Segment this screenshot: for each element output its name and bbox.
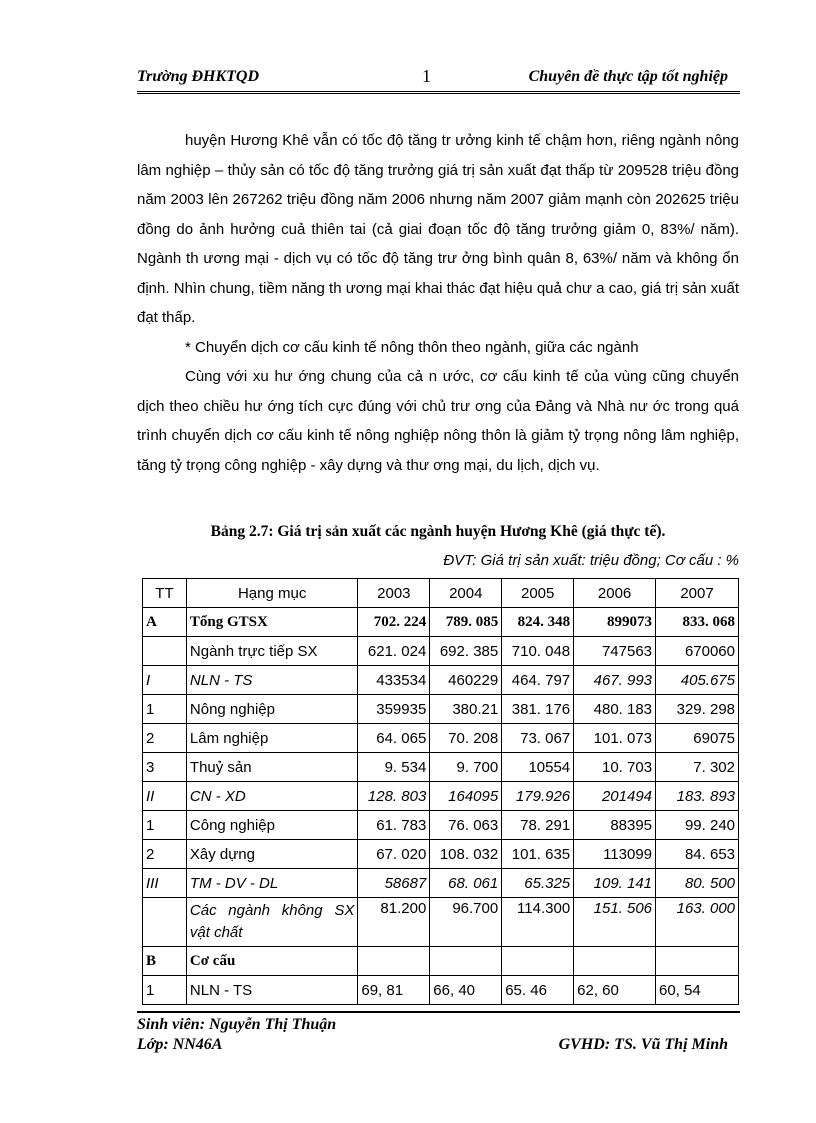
cell-value: 70. 208 — [430, 724, 502, 753]
cell-value: 10554 — [502, 753, 574, 782]
cell-value: 381. 176 — [502, 695, 574, 724]
cell-label: CN - XD — [186, 782, 357, 811]
header-school: Trường ĐHKTQD — [137, 68, 260, 85]
cell-value: 179.926 — [502, 782, 574, 811]
cell-label: Lâm nghiệp — [186, 724, 357, 753]
cell-value: 99. 240 — [656, 811, 739, 840]
cell-value: 88395 — [574, 811, 656, 840]
cell-value: 9. 534 — [358, 753, 430, 782]
cell-label: Công nghiệp — [186, 811, 357, 840]
cell-value: 61. 783 — [358, 811, 430, 840]
paragraph-heading: * Chuyển dịch cơ cấu kinh tế nông thôn theo ngành, giữa các ngành — [185, 338, 639, 356]
cell-value: 670060 — [656, 637, 739, 666]
cell-value: 65. 46 — [502, 976, 574, 1005]
cell-value: 702. 224 — [358, 608, 430, 637]
cell-value: 69, 81 — [358, 976, 430, 1005]
cell-value: 621. 024 — [358, 637, 430, 666]
table-header-row — [143, 579, 739, 608]
cell-value: 692. 385 — [430, 637, 502, 666]
paragraph: huyện Hương Khê vẫn có tốc độ tăng tr ưởng kinh tế chậm hơn, riêng ngành nông lâm nghiệp – thủy sản có tốc độ tăng trưởng giá trị sản xuất đạt thấp từ 209528 triệu đồng năm 2003 lên 267262 triệu đồng năm 2006 nhưng năm 2007 giảm mạnh còn 202625 triệu đồng do ảnh hưởng cuả thiên tai (cả giai đoạn tốc độ tăng trưởng giảm 0, 83%/ năm). Ngành th ương mại - dịch vụ có tốc độ tăng trư ởng bình quân 8, 63%/ năm và không ổn định. Nhìn chung, tiềm năng th ương mại khai thác đạt hiệu quả chư a cao, giá trị sản xuất đạt thấp. — [137, 132, 739, 326]
footer-class: Lớp: NN46A — [137, 1036, 223, 1053]
cell-value: 467. 993 — [574, 666, 656, 695]
cell-tt: 1 — [143, 695, 187, 724]
cell-value: 359935 — [358, 695, 430, 724]
table-row — [143, 695, 739, 724]
table-row — [143, 947, 739, 976]
header-report-title: Chuyên đề thực tập tốt nghiệp — [528, 68, 728, 85]
cell-tt: I — [143, 666, 187, 695]
header-divider — [137, 91, 740, 94]
cell-tt: A — [143, 608, 187, 637]
header-cell: 2006 — [574, 579, 656, 608]
cell-tt: II — [143, 782, 187, 811]
cell-value: 151. 506 — [574, 898, 656, 947]
cell-value: 833. 068 — [656, 608, 739, 637]
cell-value — [358, 947, 430, 976]
cell-tt: 1 — [143, 811, 187, 840]
cell-value: 163. 000 — [656, 898, 739, 947]
cell-label: Cơ cấu — [186, 947, 357, 976]
table-unit-note: ĐVT: Giá trị sản xuất: triệu đồng; Cơ cấu : % — [443, 552, 739, 569]
cell-value — [656, 947, 739, 976]
table-row — [143, 840, 739, 869]
cell-value: 96.700 — [430, 898, 502, 947]
cell-value — [502, 947, 574, 976]
cell-value: 66, 40 — [430, 976, 502, 1005]
cell-label: Xây dựng — [186, 840, 357, 869]
cell-value: 67. 020 — [358, 840, 430, 869]
cell-value: 747563 — [574, 637, 656, 666]
header-cell: 2003 — [358, 579, 430, 608]
cell-value: 84. 653 — [656, 840, 739, 869]
cell-value: 164095 — [430, 782, 502, 811]
cell-tt: 2 — [143, 724, 187, 753]
table-row — [143, 898, 739, 947]
cell-tt: B — [143, 947, 187, 976]
cell-value: 128. 803 — [358, 782, 430, 811]
page-header — [137, 66, 740, 90]
cell-value: 69075 — [656, 724, 739, 753]
cell-label: NLN - TS — [186, 976, 357, 1005]
body-text — [137, 126, 739, 480]
table-row — [143, 869, 739, 898]
footer-divider — [137, 1011, 740, 1013]
cell-value: 76. 063 — [430, 811, 502, 840]
cell-label: NLN - TS — [186, 666, 357, 695]
cell-value: 68. 061 — [430, 869, 502, 898]
cell-value: 7. 302 — [656, 753, 739, 782]
cell-label: TM - DV - DL — [186, 869, 357, 898]
cell-label: Thuỷ sản — [186, 753, 357, 782]
cell-value: 183. 893 — [656, 782, 739, 811]
cell-value: 78. 291 — [502, 811, 574, 840]
table-caption: Bảng 2.7: Giá trị sản xuất các ngành huyện Hương Khê (giá thực tế). — [210, 523, 666, 540]
cell-value: 101. 635 — [502, 840, 574, 869]
cell-value — [574, 947, 656, 976]
header-cell: 2004 — [430, 579, 502, 608]
cell-value: 460229 — [430, 666, 502, 695]
page-number: 1 — [422, 66, 431, 86]
table-row — [143, 637, 739, 666]
cell-value: 405.675 — [656, 666, 739, 695]
paragraph: Cùng với xu hư ớng chung của cả n ước, cơ cấu kinh tế của vùng cũng chuyển dịch theo chiều hư ớng tích cực đúng với chủ trư ơng của Đảng và Nhà nư ớc trong quá trình chuyển dịch cơ cấu kinh tế nông nghiệp nông thôn là giảm tỷ trọng nông lâm nghiệp, tăng tỷ trọng công nghiệp - xây dựng và thư ơng mại, du lịch, dịch vụ. — [137, 368, 739, 474]
cell-value: 113099 — [574, 840, 656, 869]
cell-tt — [143, 637, 187, 666]
header-cell: 2007 — [656, 579, 739, 608]
cell-value: 109. 141 — [574, 869, 656, 898]
cell-value: 10. 703 — [574, 753, 656, 782]
table-row — [143, 608, 739, 637]
cell-value: 60, 54 — [656, 976, 739, 1005]
table-row — [143, 976, 739, 1005]
cell-value: 65.325 — [502, 869, 574, 898]
cell-value: 789. 085 — [430, 608, 502, 637]
table-row — [143, 811, 739, 840]
cell-value — [430, 947, 502, 976]
cell-value: 114.300 — [502, 898, 574, 947]
cell-label: Tổng GTSX — [186, 608, 357, 637]
cell-value: 710. 048 — [502, 637, 574, 666]
cell-label: Các ngành không SX vật chất — [186, 898, 357, 947]
cell-value: 9. 700 — [430, 753, 502, 782]
table-row — [143, 724, 739, 753]
cell-tt: 2 — [143, 840, 187, 869]
cell-label: Nông nghiệp — [186, 695, 357, 724]
table-row — [143, 782, 739, 811]
cell-tt: 1 — [143, 976, 187, 1005]
cell-value: 58687 — [358, 869, 430, 898]
cell-value: 480. 183 — [574, 695, 656, 724]
cell-value: 81.200 — [358, 898, 430, 947]
cell-value: 64. 065 — [358, 724, 430, 753]
cell-label: Ngành trực tiếp SX — [186, 637, 357, 666]
cell-value: 108. 032 — [430, 840, 502, 869]
cell-value: 201494 — [574, 782, 656, 811]
footer-student: Sinh viên: Nguyễn Thị Thuận — [137, 1016, 337, 1033]
cell-value: 101. 073 — [574, 724, 656, 753]
cell-value: 73. 067 — [502, 724, 574, 753]
cell-value: 899073 — [574, 608, 656, 637]
table-row — [143, 666, 739, 695]
cell-value: 62, 60 — [574, 976, 656, 1005]
cell-tt — [143, 898, 187, 947]
cell-tt: 3 — [143, 753, 187, 782]
table-row — [143, 753, 739, 782]
header-cell: TT — [143, 579, 187, 608]
cell-value: 329. 298 — [656, 695, 739, 724]
cell-value: 464. 797 — [502, 666, 574, 695]
footer-advisor: GVHD: TS. Vũ Thị Minh — [558, 1036, 728, 1053]
header-cell: Hạng mục — [186, 579, 357, 608]
header-cell: 2005 — [502, 579, 574, 608]
production-value-table — [142, 578, 739, 1005]
cell-value: 824. 348 — [502, 608, 574, 637]
cell-tt: III — [143, 869, 187, 898]
cell-value: 380.21 — [430, 695, 502, 724]
cell-value: 433534 — [358, 666, 430, 695]
cell-value: 80. 500 — [656, 869, 739, 898]
